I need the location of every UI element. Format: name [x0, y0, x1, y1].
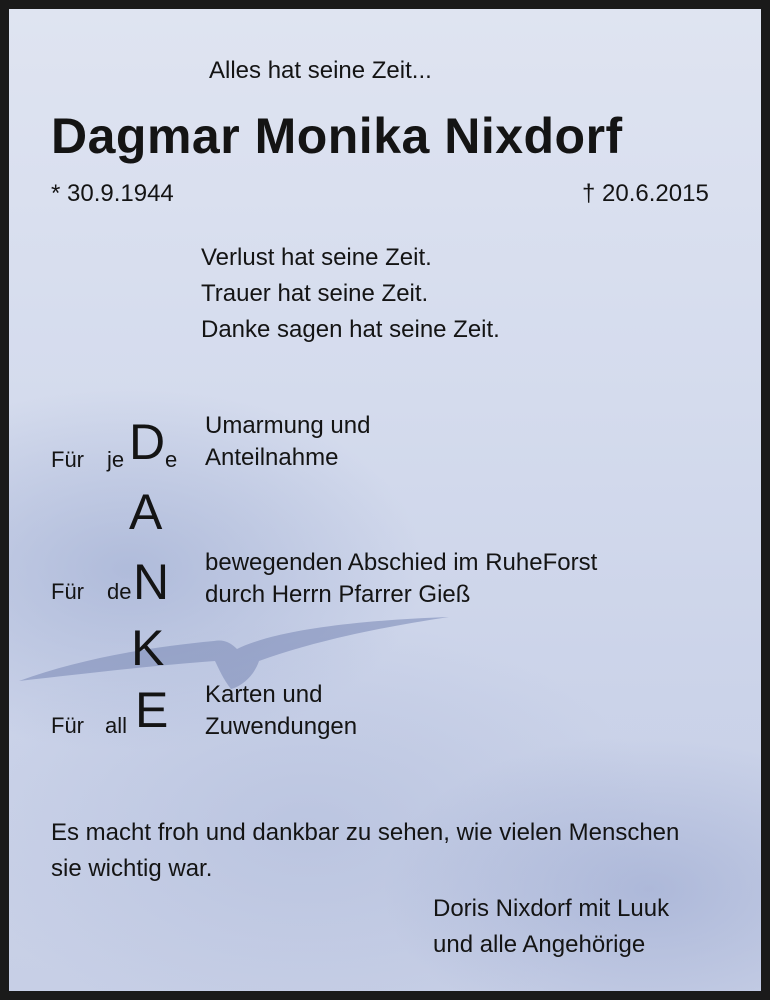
birth-date: * 30.9.1944 — [51, 180, 174, 207]
verse-line: Danke sagen hat seine Zeit. — [201, 316, 500, 343]
description-line: bewegenden Abschied im RuheForst — [205, 549, 598, 576]
row1-description — [205, 410, 370, 474]
row5-prefix: Für — [51, 713, 84, 738]
row3-prefix: Für — [51, 579, 84, 604]
danke-letter-k: K — [131, 620, 165, 676]
danke-letter-n: N — [133, 554, 170, 610]
death-date: † 20.6.2015 — [582, 180, 709, 207]
verse-line: Verlust hat seine Zeit. — [201, 244, 432, 271]
motto: Alles hat seine Zeit... — [209, 57, 432, 84]
row5-pre: all — [105, 713, 128, 738]
verse-line: Trauer hat seine Zeit. — [201, 280, 429, 307]
signature-line: und alle Angehörige — [433, 931, 646, 958]
row3-description — [205, 547, 597, 611]
closing-line: sie wichtig war. — [51, 855, 213, 882]
row3-pre: de — [107, 579, 132, 604]
description-line: Zuwendungen — [205, 713, 358, 740]
verse — [201, 240, 500, 348]
row1-prefix: Für — [51, 447, 84, 472]
description-line: Anteilnahme — [205, 444, 339, 471]
closing-text — [51, 815, 679, 887]
description-line: durch Herrn Pfarrer Gieß — [205, 581, 471, 608]
row5-description — [205, 679, 357, 743]
row1-post: e — [165, 447, 178, 472]
description-line: Umarmung und — [205, 412, 371, 439]
danke-letter-a: A — [129, 484, 163, 540]
description-line: Karten und — [205, 681, 323, 708]
danke-letter-e: E — [135, 682, 169, 738]
row1-pre: je — [107, 447, 125, 472]
danke-letter-d: D — [129, 414, 166, 470]
signature-line: Doris Nixdorf mit Luuk — [433, 895, 670, 922]
closing-line: Es macht froh und dankbar zu sehen, wie vielen Menschen — [51, 819, 680, 846]
deceased-name: Dagmar Monika Nixdorf — [51, 108, 623, 164]
signature — [433, 891, 669, 963]
